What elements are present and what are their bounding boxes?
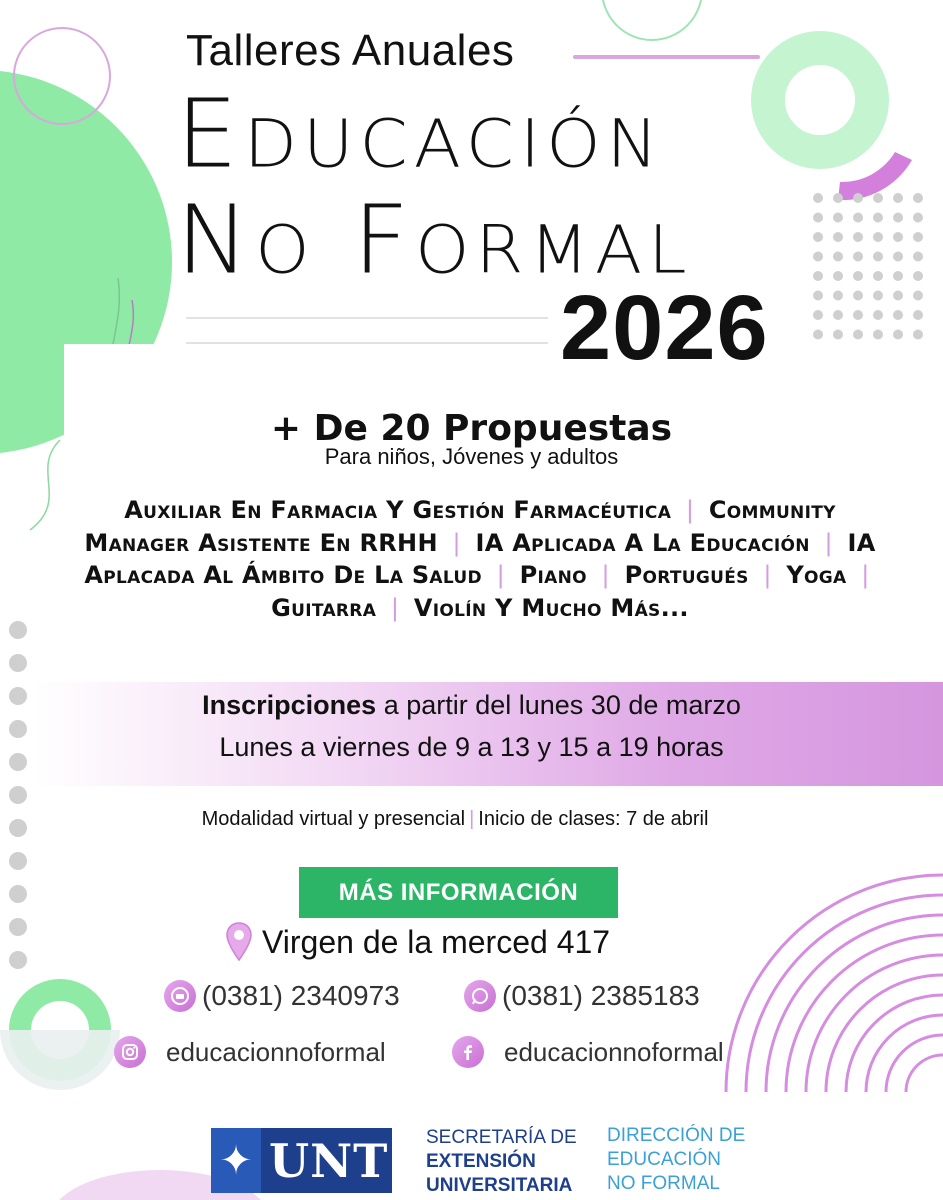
course-list: Auxiliar En Farmacia Y Gestión Farmacéutica | Community Manager Asistente En RRHH | IA Aplicada A La Educación | IA Aplacada Al Ámbito De La Salud | Piano | Portugués | Yoga | Guitarra | Violín Y Mucho Más...	[84, 496, 876, 622]
registration-date: a partir del lunes 30 de marzo	[383, 690, 741, 720]
direccion-line-1: DIRECCIÓN DE	[607, 1125, 746, 1146]
direccion-line-2: EDUCACIÓN	[607, 1149, 722, 1170]
phone-text[interactable]: (0381) 2340973	[202, 980, 400, 1011]
instagram-icon	[114, 1036, 146, 1068]
title-line-1: Educación	[176, 80, 665, 190]
modality-text: Modalidad virtual y presencial	[201, 808, 466, 830]
course-item: Auxiliar En Farmacia Y Gestión Farmacéutica	[124, 496, 672, 524]
unt-logo-text: UNT	[269, 1133, 389, 1188]
main-title	[176, 80, 816, 296]
star-icon: ✦	[211, 1128, 261, 1193]
course-item: Guitarra	[271, 593, 377, 622]
course-item: Yoga	[786, 561, 847, 589]
registration-label: Inscripciones	[202, 690, 377, 720]
direccion-label	[607, 1124, 745, 1196]
instagram-handle[interactable]: educacionnoformal	[166, 1036, 386, 1067]
kicker-title: Talleres Anuales	[186, 26, 515, 75]
secretaria-label	[426, 1126, 577, 1198]
course-item: Violín Y Mucho Más...	[413, 593, 689, 622]
secretaria-line-2: EXTENSIÓN	[426, 1151, 536, 1172]
course-item: Community Manager Asistente En RRHH	[84, 496, 836, 557]
whatsapp-text[interactable]: (0381) 2385183	[502, 980, 700, 1011]
offer-audience: Para niños, Jóvenes y adultos	[324, 444, 619, 469]
offer-headline: + De 20 Propuestas	[270, 408, 673, 449]
location-pin-icon	[226, 922, 252, 962]
course-item: IA Aplicada A La Educación	[475, 528, 810, 557]
more-info-button[interactable]: MÁS INFORMACIÓN	[299, 867, 618, 918]
title-line-2: No Formal	[176, 186, 693, 296]
whatsapp-row	[464, 980, 700, 1012]
secretaria-line-1: SECRETARÍA DE	[426, 1127, 577, 1148]
course-item: Piano	[519, 561, 587, 589]
address-text: Virgen de la merced 417	[262, 923, 611, 960]
facebook-icon	[452, 1036, 484, 1068]
start-date-text: Inicio de clases: 7 de abril	[478, 808, 709, 830]
facebook-handle[interactable]: educacionnoformal	[504, 1036, 724, 1067]
phone-row	[164, 980, 400, 1012]
course-item: IA Aplacada Al Ámbito De La Salud	[84, 528, 876, 589]
whatsapp-icon	[464, 980, 496, 1012]
instagram-row	[114, 1036, 386, 1068]
unt-logo	[211, 1128, 392, 1193]
secretaria-line-3: UNIVERSITARIA	[426, 1175, 573, 1196]
address-row	[226, 922, 610, 962]
facebook-row	[452, 1036, 724, 1068]
registration-hours: Lunes a viernes de 9 a 13 y 15 a 19 horas	[219, 732, 724, 762]
direccion-line-3: NO FORMAL	[607, 1173, 720, 1194]
class-details: Modalidad virtual y presencial | Inicio de clases: 7 de abril	[201, 808, 709, 830]
registration-start	[0, 690, 943, 721]
course-item: Portugués	[624, 561, 749, 589]
phone-icon	[164, 980, 196, 1012]
year-label: 2026	[560, 277, 769, 379]
